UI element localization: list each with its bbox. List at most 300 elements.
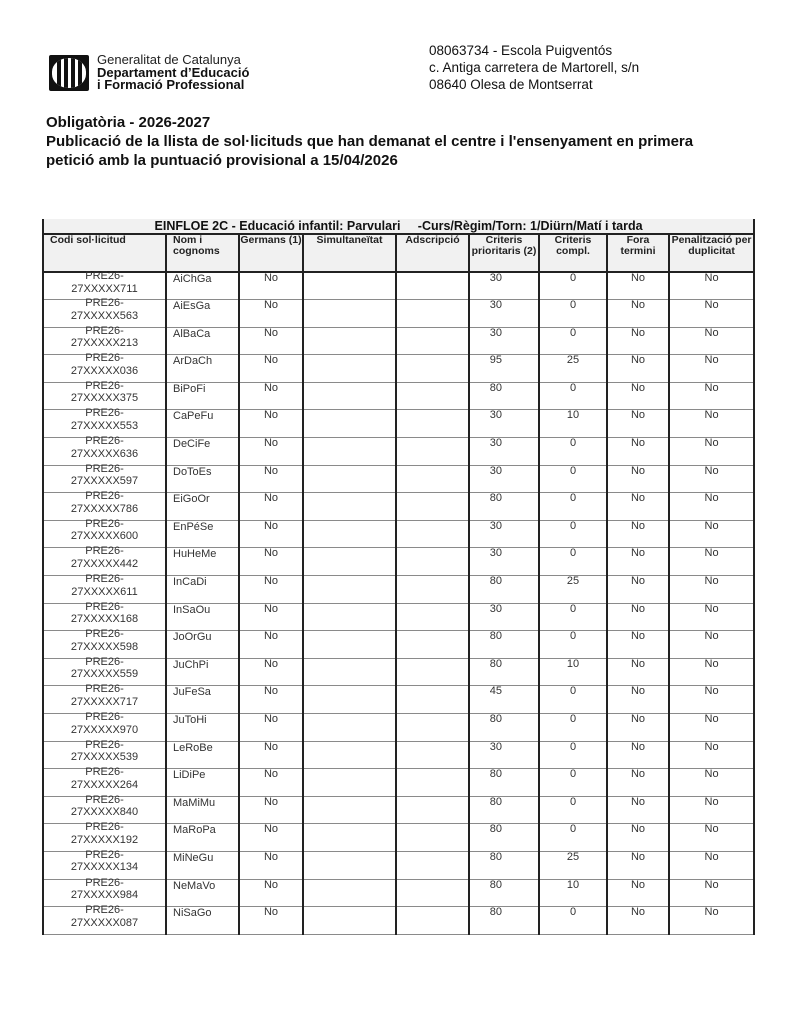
cell-adscription: [396, 741, 469, 769]
cell-complementary-criteria: 0: [539, 382, 607, 410]
table-row: [43, 658, 754, 686]
cell-adscription: [396, 714, 469, 742]
cell-siblings: No: [239, 327, 303, 355]
cell-name: InCaDi: [166, 576, 239, 604]
code-part-2: 27XXXXX442: [70, 557, 139, 570]
cell-complementary-criteria: 0: [539, 520, 607, 548]
cell-siblings: No: [239, 769, 303, 797]
cell-complementary-criteria: 10: [539, 879, 607, 907]
cell-adscription: [396, 824, 469, 852]
cell-priority-criteria: 80: [469, 631, 539, 659]
cell-simultaneity: [303, 686, 396, 714]
code-part-1: PRE26-: [85, 324, 124, 337]
code-part-1: PRE26-: [85, 462, 124, 475]
cell-duplicate-penalty: No: [669, 548, 754, 576]
cell-late: No: [607, 714, 669, 742]
cell-complementary-criteria: 0: [539, 603, 607, 631]
code-part-1: PRE26-: [85, 876, 124, 889]
col-header-name: Nom i cognoms: [166, 234, 239, 272]
cell-code: [43, 462, 166, 493]
cell-adscription: [396, 272, 469, 300]
cell-late: No: [607, 576, 669, 604]
table-row: [43, 576, 754, 604]
cell-simultaneity: [303, 548, 396, 576]
cell-code: [43, 545, 166, 576]
code-part-2: 27XXXXX559: [70, 668, 139, 681]
table-row: [43, 327, 754, 355]
cell-name: ArDaCh: [166, 355, 239, 383]
school-street: c. Antiga carretera de Martorell, s/n: [429, 60, 640, 75]
cell-code: [43, 600, 166, 631]
document-title: Obligatòria - 2026-2027: [46, 114, 211, 131]
cell-adscription: [396, 355, 469, 383]
school-address-block: [429, 42, 639, 93]
code-part-2: 27XXXXX711: [71, 282, 138, 295]
code-part-2: 27XXXXX264: [70, 778, 139, 791]
code-part-1: PRE26-: [85, 435, 124, 448]
cell-adscription: [396, 603, 469, 631]
cell-simultaneity: [303, 879, 396, 907]
table-row: [43, 741, 754, 769]
cell-priority-criteria: 80: [469, 382, 539, 410]
logo-line-3: i Formació Professional: [97, 77, 245, 92]
cell-siblings: No: [239, 438, 303, 466]
table-row: [43, 769, 754, 797]
code-part-1: PRE26-: [85, 821, 124, 834]
table-row: [43, 907, 754, 935]
table-row: [43, 548, 754, 576]
cell-adscription: [396, 438, 469, 466]
col-header-duplicate-penalty: Penalització per duplicitat: [669, 234, 754, 272]
cell-siblings: No: [239, 603, 303, 631]
cell-code: [43, 655, 166, 686]
cell-duplicate-penalty: No: [669, 769, 754, 797]
col-header-late: Fora termini: [607, 234, 669, 272]
cell-simultaneity: [303, 796, 396, 824]
cell-simultaneity: [303, 410, 396, 438]
cell-priority-criteria: 30: [469, 410, 539, 438]
cell-complementary-criteria: 0: [539, 272, 607, 300]
cell-code: [43, 272, 166, 300]
cell-duplicate-penalty: No: [669, 576, 754, 604]
cell-late: No: [607, 658, 669, 686]
cell-late: No: [607, 382, 669, 410]
cell-adscription: [396, 769, 469, 797]
cell-late: No: [607, 907, 669, 935]
cell-code: [43, 435, 166, 466]
cell-late: No: [607, 410, 669, 438]
code-part-1: PRE26-: [85, 600, 124, 613]
cell-adscription: [396, 548, 469, 576]
code-part-1: PRE26-: [85, 766, 124, 779]
col-header-siblings: Germans (1): [239, 234, 303, 272]
cell-siblings: No: [239, 658, 303, 686]
cell-adscription: [396, 300, 469, 328]
cell-complementary-criteria: 10: [539, 410, 607, 438]
cell-priority-criteria: 80: [469, 851, 539, 879]
cell-complementary-criteria: 0: [539, 907, 607, 935]
cell-complementary-criteria: 0: [539, 741, 607, 769]
cell-code: [43, 407, 166, 438]
code-part-2: 27XXXXX611: [71, 585, 138, 598]
cell-adscription: [396, 327, 469, 355]
code-part-2: 27XXXXX168: [70, 613, 139, 626]
cell-complementary-criteria: 0: [539, 769, 607, 797]
cell-simultaneity: [303, 465, 396, 493]
cell-simultaneity: [303, 438, 396, 466]
cell-siblings: No: [239, 272, 303, 300]
table-row: [43, 520, 754, 548]
cell-siblings: No: [239, 382, 303, 410]
code-part-2: 27XXXXX717: [70, 695, 139, 708]
table-row: [43, 355, 754, 383]
code-part-1: PRE26-: [85, 738, 124, 751]
col-header-simultaneity: Simultaneïtat: [303, 234, 396, 272]
cell-duplicate-penalty: No: [669, 603, 754, 631]
code-part-1: PRE26-: [85, 379, 124, 392]
cell-siblings: No: [239, 520, 303, 548]
cell-priority-criteria: 80: [469, 907, 539, 935]
cell-duplicate-penalty: No: [669, 741, 754, 769]
code-part-1: PRE26-: [85, 793, 124, 806]
table-row: [43, 272, 754, 300]
cell-adscription: [396, 907, 469, 935]
table-row: [43, 382, 754, 410]
cell-name: AiChGa: [166, 272, 239, 300]
cell-late: No: [607, 741, 669, 769]
cell-duplicate-penalty: No: [669, 272, 754, 300]
table-row: [43, 686, 754, 714]
cell-name: LeRoBe: [166, 741, 239, 769]
cell-priority-criteria: 80: [469, 576, 539, 604]
table-row: [43, 410, 754, 438]
code-part-1: PRE26-: [85, 407, 124, 420]
cell-name: EiGoOr: [166, 493, 239, 521]
code-part-2: 27XXXXX213: [70, 337, 139, 350]
cell-name: JuChPi: [166, 658, 239, 686]
table-row: [43, 631, 754, 659]
code-part-2: 27XXXXX134: [70, 861, 139, 874]
cell-code: [43, 904, 166, 935]
cell-name: CaPeFu: [166, 410, 239, 438]
cell-name: DoToEs: [166, 465, 239, 493]
table-row: [43, 493, 754, 521]
cell-late: No: [607, 879, 669, 907]
cell-name: NiSaGo: [166, 907, 239, 935]
cell-siblings: No: [239, 741, 303, 769]
cell-duplicate-penalty: No: [669, 851, 754, 879]
cell-duplicate-penalty: No: [669, 658, 754, 686]
cell-name: EnPéSe: [166, 520, 239, 548]
cell-late: No: [607, 851, 669, 879]
cell-priority-criteria: 30: [469, 438, 539, 466]
code-part-2: 27XXXXX786: [70, 502, 139, 515]
cell-late: No: [607, 438, 669, 466]
cell-priority-criteria: 80: [469, 714, 539, 742]
table-row: [43, 879, 754, 907]
cell-duplicate-penalty: No: [669, 686, 754, 714]
code-part-2: 27XXXXX636: [70, 447, 139, 460]
code-part-1: PRE26-: [85, 297, 124, 310]
cell-code: [43, 738, 166, 769]
cell-simultaneity: [303, 658, 396, 686]
table-banner-row: [43, 219, 754, 234]
school-name: 08063734 - Escola Puigventós: [429, 43, 613, 58]
cell-name: DeCiFe: [166, 438, 239, 466]
cell-code: [43, 517, 166, 548]
cell-duplicate-penalty: No: [669, 438, 754, 466]
document-title-block: [46, 113, 693, 170]
table-row: [43, 300, 754, 328]
cell-siblings: No: [239, 796, 303, 824]
cell-code: [43, 711, 166, 742]
cell-duplicate-penalty: No: [669, 879, 754, 907]
code-part-1: PRE26-: [85, 573, 124, 586]
cell-late: No: [607, 824, 669, 852]
cell-siblings: No: [239, 493, 303, 521]
cell-duplicate-penalty: No: [669, 493, 754, 521]
code-part-1: PRE26-: [85, 655, 124, 668]
cell-simultaneity: [303, 300, 396, 328]
cell-priority-criteria: 80: [469, 879, 539, 907]
cell-name: MaMiMu: [166, 796, 239, 824]
cell-name: NeMaVo: [166, 879, 239, 907]
cell-late: No: [607, 520, 669, 548]
cell-siblings: No: [239, 879, 303, 907]
table-row: [43, 603, 754, 631]
col-header-priority-criteria: Criteris prioritaris (2): [469, 234, 539, 272]
cell-duplicate-penalty: No: [669, 824, 754, 852]
cell-simultaneity: [303, 741, 396, 769]
cell-duplicate-penalty: No: [669, 796, 754, 824]
cell-priority-criteria: 30: [469, 300, 539, 328]
cell-simultaneity: [303, 493, 396, 521]
table-row: [43, 796, 754, 824]
cell-priority-criteria: 30: [469, 272, 539, 300]
cell-adscription: [396, 686, 469, 714]
code-part-2: 27XXXXX539: [70, 751, 139, 764]
cell-siblings: No: [239, 548, 303, 576]
code-part-1: PRE26-: [85, 683, 124, 696]
cell-late: No: [607, 548, 669, 576]
cell-siblings: No: [239, 851, 303, 879]
cell-siblings: No: [239, 714, 303, 742]
applications-table: [42, 219, 755, 935]
table-row: [43, 465, 754, 493]
code-part-2: 27XXXXX598: [70, 640, 139, 653]
cell-complementary-criteria: 0: [539, 438, 607, 466]
col-header-complementary-criteria: Criteris compl.: [539, 234, 607, 272]
code-part-1: PRE26-: [85, 490, 124, 503]
cell-complementary-criteria: 0: [539, 796, 607, 824]
cell-priority-criteria: 30: [469, 548, 539, 576]
cell-name: MaRoPa: [166, 824, 239, 852]
cell-code: [43, 683, 166, 714]
school-city: 08640 Olesa de Montserrat: [429, 77, 593, 92]
code-part-2: 27XXXXX970: [70, 723, 139, 736]
department-name: [97, 54, 249, 92]
cell-complementary-criteria: 0: [539, 300, 607, 328]
cell-simultaneity: [303, 576, 396, 604]
cell-duplicate-penalty: No: [669, 382, 754, 410]
cell-siblings: No: [239, 355, 303, 383]
code-part-2: 27XXXXX375: [70, 392, 139, 405]
cell-name: AiEsGa: [166, 300, 239, 328]
code-part-1: PRE26-: [85, 711, 124, 723]
cell-late: No: [607, 355, 669, 383]
cell-late: No: [607, 796, 669, 824]
cell-name: MiNeGu: [166, 851, 239, 879]
cell-code: [43, 490, 166, 521]
cell-siblings: No: [239, 824, 303, 852]
document-subtitle-line-2: petició amb la puntuació provisional a 15/04/2026: [46, 152, 398, 169]
code-part-2: 27XXXXX087: [70, 916, 139, 929]
cell-complementary-criteria: 0: [539, 631, 607, 659]
code-part-1: PRE26-: [85, 517, 124, 530]
cell-complementary-criteria: 0: [539, 686, 607, 714]
cell-duplicate-penalty: No: [669, 907, 754, 935]
cell-name: InSaOu: [166, 603, 239, 631]
cell-adscription: [396, 631, 469, 659]
code-part-2: 27XXXXX840: [70, 806, 139, 819]
cell-adscription: [396, 796, 469, 824]
cell-priority-criteria: 95: [469, 355, 539, 383]
cell-priority-criteria: 80: [469, 769, 539, 797]
cell-name: HuHeMe: [166, 548, 239, 576]
cell-code: [43, 352, 166, 383]
cell-late: No: [607, 631, 669, 659]
cell-simultaneity: [303, 327, 396, 355]
cell-complementary-criteria: 0: [539, 824, 607, 852]
code-part-2: 27XXXXX984: [70, 889, 139, 902]
cell-duplicate-penalty: No: [669, 327, 754, 355]
generalitat-shield-icon: [49, 55, 89, 91]
cell-complementary-criteria: 25: [539, 851, 607, 879]
document-subtitle-line-1: Publicació de la llista de sol·licituds que han demanat el centre i l'ensenyament en primera: [46, 133, 694, 150]
cell-adscription: [396, 465, 469, 493]
table-row: [43, 851, 754, 879]
cell-code: [43, 821, 166, 852]
code-part-1: PRE26-: [85, 270, 124, 282]
cell-late: No: [607, 686, 669, 714]
cell-late: No: [607, 272, 669, 300]
code-part-1: PRE26-: [85, 545, 124, 558]
cell-code: [43, 379, 166, 410]
table-row: [43, 714, 754, 742]
cell-priority-criteria: 30: [469, 603, 539, 631]
cell-late: No: [607, 493, 669, 521]
cell-complementary-criteria: 0: [539, 548, 607, 576]
logo-line-2: Departament d’Educació: [97, 64, 250, 80]
cell-code: [43, 848, 166, 879]
code-part-2: 27XXXXX563: [70, 309, 139, 322]
col-header-code: Codi sol·licitud: [43, 234, 166, 272]
cell-simultaneity: [303, 769, 396, 797]
cell-siblings: No: [239, 686, 303, 714]
cell-code: [43, 793, 166, 824]
cell-duplicate-penalty: No: [669, 465, 754, 493]
cell-adscription: [396, 410, 469, 438]
cell-name: JuFeSa: [166, 686, 239, 714]
cell-simultaneity: [303, 355, 396, 383]
cell-name: AlBaCa: [166, 327, 239, 355]
cell-simultaneity: [303, 382, 396, 410]
cell-code: [43, 324, 166, 355]
cell-siblings: No: [239, 631, 303, 659]
cell-priority-criteria: 80: [469, 493, 539, 521]
cell-complementary-criteria: 0: [539, 327, 607, 355]
cell-complementary-criteria: 0: [539, 714, 607, 742]
cell-late: No: [607, 603, 669, 631]
code-part-1: PRE26-: [85, 352, 124, 365]
cell-complementary-criteria: 25: [539, 576, 607, 604]
cell-simultaneity: [303, 714, 396, 742]
cell-code: [43, 573, 166, 604]
cell-name: JuToHi: [166, 714, 239, 742]
cell-simultaneity: [303, 272, 396, 300]
cell-late: No: [607, 327, 669, 355]
table-row: [43, 438, 754, 466]
cell-simultaneity: [303, 851, 396, 879]
cell-simultaneity: [303, 824, 396, 852]
cell-priority-criteria: 80: [469, 824, 539, 852]
course-banner: EINFLOE 2C - Educació infantil: Parvulari -Curs/Règim/Torn: 1/Diürn/Matí i tarda: [43, 219, 754, 234]
cell-siblings: No: [239, 410, 303, 438]
cell-adscription: [396, 576, 469, 604]
cell-code: [43, 628, 166, 659]
cell-code: [43, 876, 166, 907]
cell-duplicate-penalty: No: [669, 355, 754, 383]
cell-siblings: No: [239, 576, 303, 604]
code-part-2: 27XXXXX036: [70, 364, 139, 377]
cell-priority-criteria: 30: [469, 741, 539, 769]
code-part-1: PRE26-: [85, 904, 124, 917]
logo-line-1: Generalitat de Catalunya: [97, 52, 241, 67]
cell-adscription: [396, 493, 469, 521]
cell-late: No: [607, 769, 669, 797]
cell-simultaneity: [303, 603, 396, 631]
cell-complementary-criteria: 0: [539, 465, 607, 493]
cell-late: No: [607, 300, 669, 328]
cell-priority-criteria: 80: [469, 658, 539, 686]
code-part-2: 27XXXXX597: [70, 475, 139, 488]
cell-adscription: [396, 382, 469, 410]
cell-priority-criteria: 30: [469, 465, 539, 493]
cell-name: JoOrGu: [166, 631, 239, 659]
code-part-2: 27XXXXX600: [70, 530, 139, 543]
code-part-1: PRE26-: [85, 848, 124, 861]
cell-code: [43, 766, 166, 797]
cell-siblings: No: [239, 300, 303, 328]
cell-adscription: [396, 658, 469, 686]
cell-late: No: [607, 465, 669, 493]
cell-siblings: No: [239, 465, 303, 493]
cell-duplicate-penalty: No: [669, 300, 754, 328]
generalitat-logo: [49, 54, 249, 92]
code-part-1: PRE26-: [85, 628, 124, 641]
code-part-2: 27XXXXX192: [70, 833, 139, 846]
cell-name: BiPoFi: [166, 382, 239, 410]
table-header-row: [43, 234, 754, 272]
code-part-2: 27XXXXX553: [70, 419, 139, 432]
cell-complementary-criteria: 10: [539, 658, 607, 686]
cell-duplicate-penalty: No: [669, 410, 754, 438]
cell-simultaneity: [303, 907, 396, 935]
cell-code: [43, 297, 166, 328]
cell-priority-criteria: 30: [469, 327, 539, 355]
cell-adscription: [396, 851, 469, 879]
cell-simultaneity: [303, 520, 396, 548]
